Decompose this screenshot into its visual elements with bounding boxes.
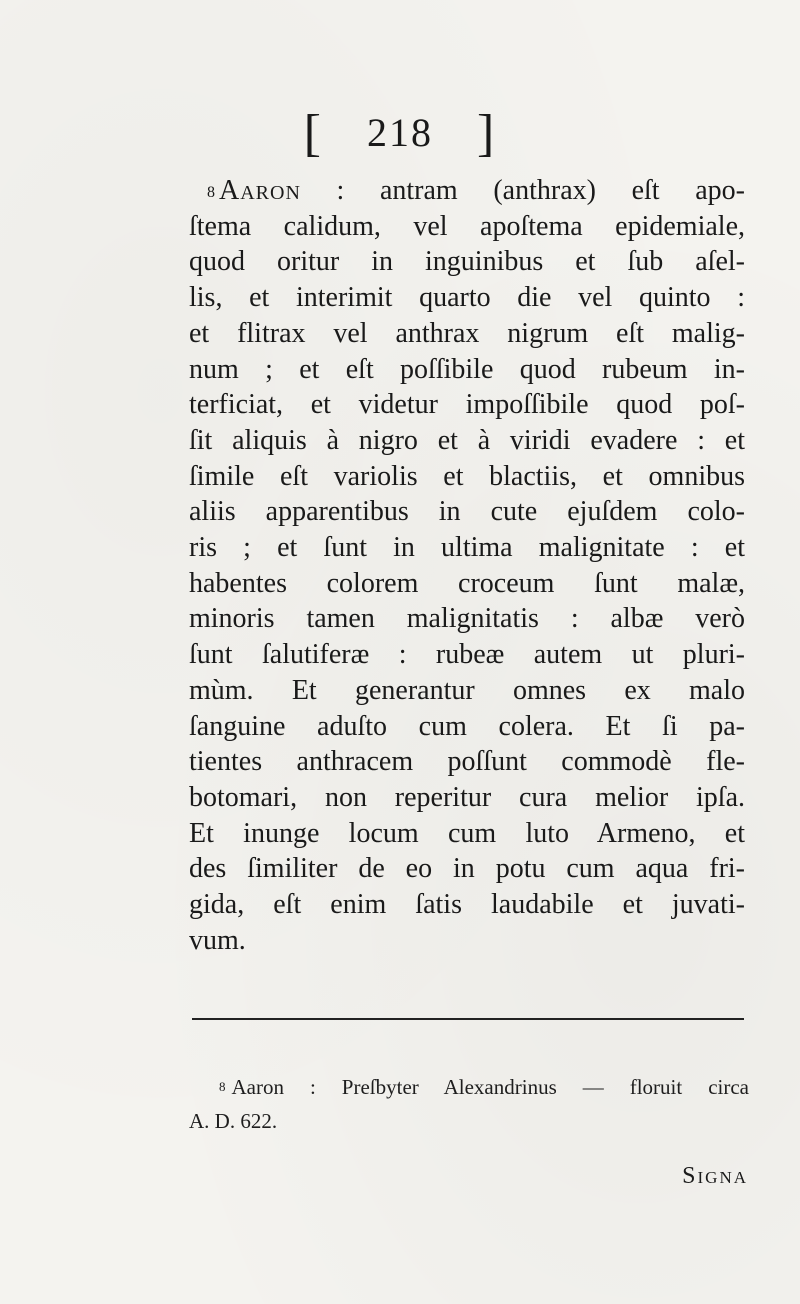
text-line: aliis apparentibus in cute ejuſdem colo- (189, 496, 745, 528)
text-line: ſit aliquis à nigro et à viridi evadere : et (189, 424, 745, 456)
text-line: ſtema calidum, vel apoſtema epidemiale, (189, 210, 745, 242)
footnote (189, 1070, 749, 1138)
main-paragraph (189, 173, 745, 958)
bracket-close: ] (477, 105, 497, 162)
text-line: des ſimiliter de eo in potu cum aqua fri- (189, 853, 745, 885)
text-line: lis, et interimit quarto die vel quinto : (189, 282, 745, 314)
text-line: et flitrax vel anthrax nigrum eſt malig- (189, 317, 745, 349)
lead-name: Aaron (219, 175, 301, 206)
text-line: ris ; et ſunt in ultima malignitate : et (189, 532, 745, 564)
text-line: quod oritur in inguinibus et ſub aſel- (189, 246, 745, 278)
text-line: tientes anthracem poſſunt commodè fle- (189, 746, 745, 778)
page-number: 218 (367, 110, 433, 155)
text-line (189, 173, 745, 209)
text-line: ſimile eſt variolis et blactiis, et omnibus (189, 460, 745, 492)
footnote-line-content: Aaron : Preſbyter Alexandrinus — floruit circa (231, 1075, 749, 1099)
catchword: Signa (682, 1163, 748, 1189)
text-line: habentes colorem croceum ſunt malæ, (189, 567, 745, 599)
text-line: vum. (189, 924, 246, 956)
page-number-header (0, 100, 800, 162)
bracket-open: [ (303, 105, 323, 162)
text-line: minoris tamen malignitatis : albæ verò (189, 603, 745, 635)
text-line: ſunt ſalutiferæ : rubeæ autem ut pluri- (189, 639, 745, 671)
note-marker: 8 (207, 184, 215, 201)
text-line: ſanguine aduſto cum colera. Et ſi pa- (189, 710, 745, 742)
text-line: num ; et eſt poſſibile quod rubeum in- (189, 353, 745, 385)
text-line: Et inunge locum cum luto Armeno, et (189, 817, 745, 849)
text-line: botomari, non reperitur cura melior ipſa. (189, 781, 745, 813)
footnote-line (189, 1070, 749, 1104)
footnote-marker: 8 (219, 1079, 226, 1094)
text-line: mùm. Et generantur omnes ex malo (189, 674, 745, 706)
footnote-divider (192, 1018, 744, 1020)
text-line: terficiat, et videtur impoſſibile quod poſ- (189, 389, 745, 421)
text-line-content: : antram (anthrax) eſt apo- (300, 175, 745, 206)
footnote-line: A. D. 622. (189, 1109, 278, 1133)
text-line: gida, eſt enim ſatis laudabile et juvati- (189, 889, 745, 921)
